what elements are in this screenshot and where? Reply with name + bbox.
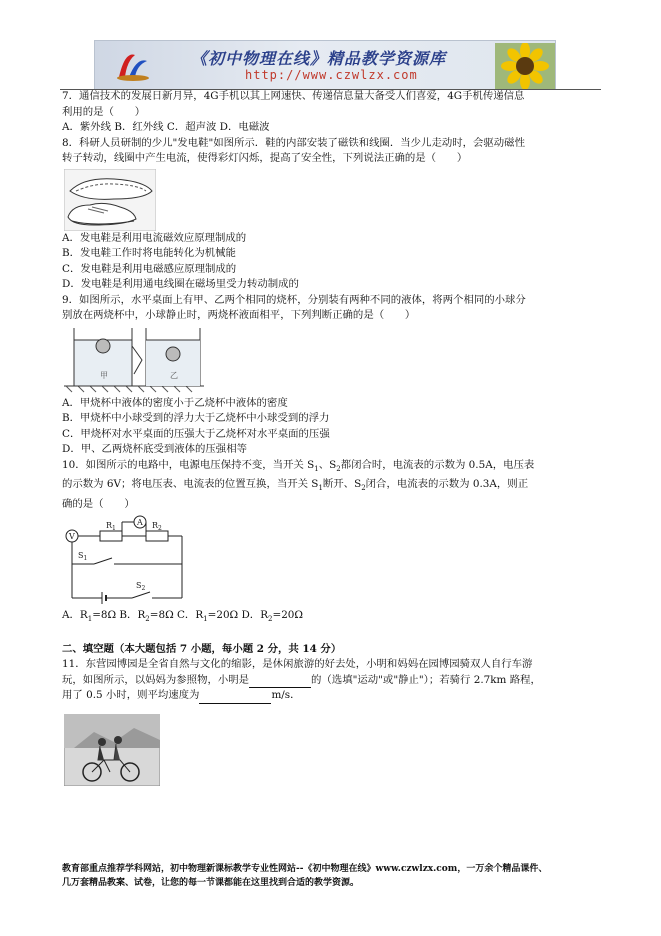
q10-figure	[62, 512, 602, 608]
q11-stem-line1: 11．东营园博园是全省自然与文化的缩影，是休闲旅游的好去处，小明和妈妈在园博园骑双人自行车游	[62, 658, 533, 671]
sunflower-icon	[495, 43, 555, 89]
q8-stem-line2: 转子转动，线圈中产生电流，使得彩灯闪烁，提高了安全性，下列说法正确的是（ ）	[62, 152, 468, 164]
q11-blank-2[interactable]	[199, 703, 271, 704]
q9-option-d: D．甲、乙两烧杯底受到液体的压强相等	[62, 443, 247, 455]
s2-label: $S_2$	[136, 581, 146, 593]
section2-heading: 二、填空题（本大题包括 7 小题，每小题 2 分，共 14 分）	[62, 642, 342, 655]
q7-stem-line2: 利用的是（ ）	[62, 105, 146, 118]
footer-line2: 几万套精品教案、试卷，让您的每一节课都能在这里找到合适的教学资源。	[62, 878, 360, 888]
q8-figure	[62, 167, 602, 231]
r2-label: $R_2$	[152, 521, 162, 533]
q11-figure	[62, 714, 602, 794]
q11-stem-line3: 用了 0.5 小时，则平均速度为 m/s．	[62, 688, 602, 704]
q11-stem-line2: 玩，如图所示，以妈妈为参照物，小明是 的（选填"运动"或"静止"）；若骑行 2.7km 路程，	[62, 673, 602, 689]
beaker-label-jia: 甲	[100, 370, 108, 380]
q9-stem-line2: 别放在两烧杯中，小球静止时，两烧杯液面相平，下列判断正确的是（ ）	[62, 309, 416, 321]
r1-label: $R_1$	[106, 521, 116, 533]
q8-option-c: C．发电鞋是利用电磁感应原理制成的	[62, 262, 237, 275]
site-logo-icon	[115, 47, 151, 83]
q9-option-a: A．甲烧杯中液体的密度小于乙烧杯中液体的密度	[62, 396, 288, 409]
ammeter-label: A	[137, 518, 143, 528]
q9-figure	[62, 324, 602, 396]
footer-line1: 教育部重点推荐学科网站，初中物理新课标教学专业性网站--《初中物理在线》www.czwlzx.com，一万余个精品课件、	[62, 864, 548, 874]
q10-stem-line3: 确的是（ ）	[62, 497, 135, 510]
s1-label: $S_1$	[78, 551, 88, 563]
page-footer	[62, 862, 602, 890]
voltmeter-label: V	[69, 532, 75, 542]
tandem-bicycle-photo	[64, 714, 160, 786]
q10-stem-line2: 的示数为 6V；将电压表、电流表的位置互换，当开关 $S_1$断开、$S_2$闭合，电流表的示数为 0.3A，则正	[62, 478, 529, 493]
q8-option-b: B．发电鞋工作时将电能转化为机械能	[62, 247, 236, 259]
q8-option-a: A．发电鞋是利用电流磁效应原理制成的	[62, 231, 247, 244]
q8-stem-line1: 8．科研人员研制的少儿"发电鞋"如图所示．鞋的内部安装了磁铁和线圈．当少儿走动时，会驱动磁性	[62, 136, 525, 149]
beaker-label-yi: 乙	[170, 370, 178, 380]
beakers-diagram	[64, 326, 204, 394]
question-content	[62, 89, 602, 794]
circuit-diagram	[64, 514, 192, 606]
q9-option-b: B．甲烧杯中小球受到的浮力大于乙烧杯中小球受到的浮力	[62, 412, 330, 424]
q10-stem-line1: 10．如图所示的电路中，电源电压保持不变，当开关 $S_1$、$S_2$都闭合时，电流表的示数为 0.5A，电压表	[62, 458, 535, 473]
q10-options: A．$R_1=8\Omega$ B．$R_2=8\Omega$ C．$R_1=20\Omega$ D．$R_2=20\Omega$	[62, 609, 304, 624]
q7-stem-line1: 7．通信技术的发展日新月异，4G手机以其上网速快、传递信息量大备受人们喜爱，4G手机传递信息	[62, 90, 525, 102]
site-url[interactable]: http://www.czwlzx.com	[245, 68, 418, 82]
q9-stem-line1: 9．如图所示，水平桌面上有甲、乙两个相同的烧杯，分别装有两种不同的液体，将两个相同的小球分	[62, 293, 526, 306]
q9-option-c: C．甲烧杯对水平桌面的压强大于乙烧杯对水平桌面的压强	[62, 427, 330, 440]
site-title: 《初中物理在线》精品教学资源库	[191, 49, 447, 68]
q7-options: A．紫外线 B．红外线 C．超声波 D．电磁波	[62, 121, 270, 133]
power-shoe-image	[64, 169, 156, 231]
header-banner	[94, 40, 556, 90]
q8-option-d: D．发电鞋是利用通电线圈在磁场里受力转动制成的	[62, 278, 299, 290]
